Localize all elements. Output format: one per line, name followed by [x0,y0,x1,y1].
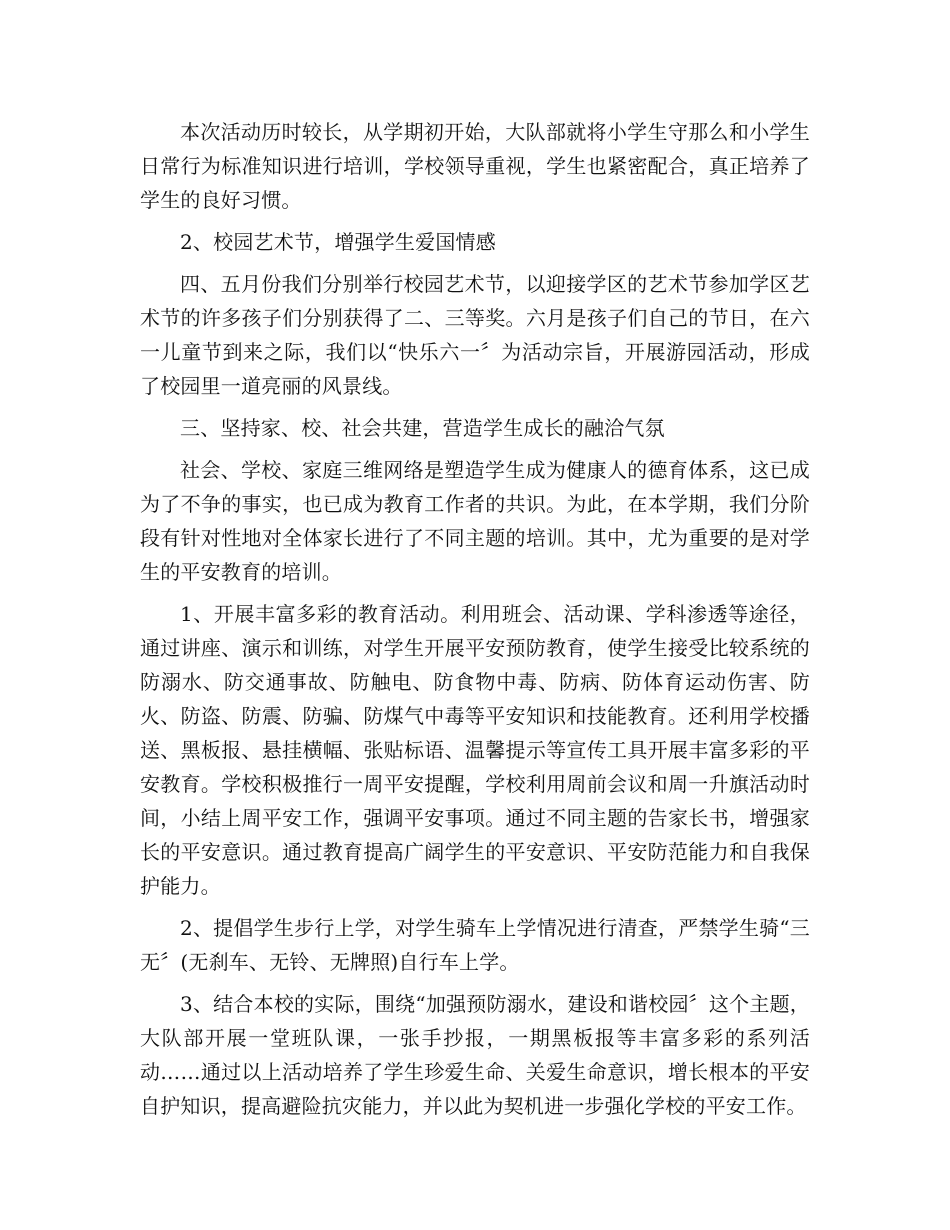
paragraph-activity-duration: 本次活动历时较长，从学期初开始，大队部就将小学生守那么和小学生日常行为标准知识进行培训，学校领导重视，学生也紧密配合，真正培养了学生的良好习惯。 [140,120,810,212]
paragraph-walking-to-school: 2、提倡学生步行上学，对学生骑车上学情况进行清查，严禁学生骑“三无〞(无刹车、无铃、无牌照)自行车上学。 [140,916,810,974]
paragraph-art-festival: 四、五月份我们分别举行校园艺术节，以迎接学区的艺术节参加学区艺术节的许多孩子们分别获得了二、三等奖。六月是孩子们自己的节日，在六一儿童节到来之际，我们以“快乐六一〞为活动宗旨，开展游园活动，形成了校园里一道亮丽的风景线。 [140,272,810,398]
paragraph-three-dimensional-network: 社会、学校、家庭三维网络是塑造学生成为健康人的德育体系，这已成为了不争的事实，也已成为教育工作者的共识。为此，在本学期，我们分阶段有针对性地对全体家长进行了不同主题的培训。其中，尤为重要的是对学生的平安教育的培训。 [140,458,810,584]
paragraph-drowning-prevention: 3、结合本校的实际，围绕“加强预防溺水，建设和谐校园〞这个主题，大队部开展一堂班队课，一张手抄报，一期黑板报等丰富多彩的系列活动……通过以上活动培养了学生珍爱生命、关爱生命意识，增长根本的平安自护知识，提高避险抗灾能力，并以此为契机进一步强化学校的平安工作。 [140,992,810,1118]
section-heading-home-school-society: 三、坚持家、校、社会共建，营造学生成长的融洽气氛 [180,416,665,440]
section-heading-art-festival: 2、校园艺术节，增强学生爱国情感 [180,230,496,254]
document-page [140,115,810,1131]
paragraph-safety-education-activities: 1、开展丰富多彩的教育活动。利用班会、活动课、学科渗透等途径，通过讲座、演示和训练，对学生开展平安预防教育，使学生接受比较系统的防溺水、防交通事故、防触电、防食物中毒、防病、防体育运动伤害、防火、防盗、防震、防骗、防煤气中毒等平安知识和技能教育。还利用学校播送、黑板报、悬挂横幅、张贴标语、温馨提示等宣传工具开展丰富多彩的平安教育。学校积极推行一周平安提醒，学校利用周前会议和周一升旗活动时间，小结上周平安工作，强调平安事项。通过不同主题的告家长书，增强家长的平安意识。通过教育提高广阔学生的平安意识、平安防范能力和自我保护能力。 [140,602,810,898]
